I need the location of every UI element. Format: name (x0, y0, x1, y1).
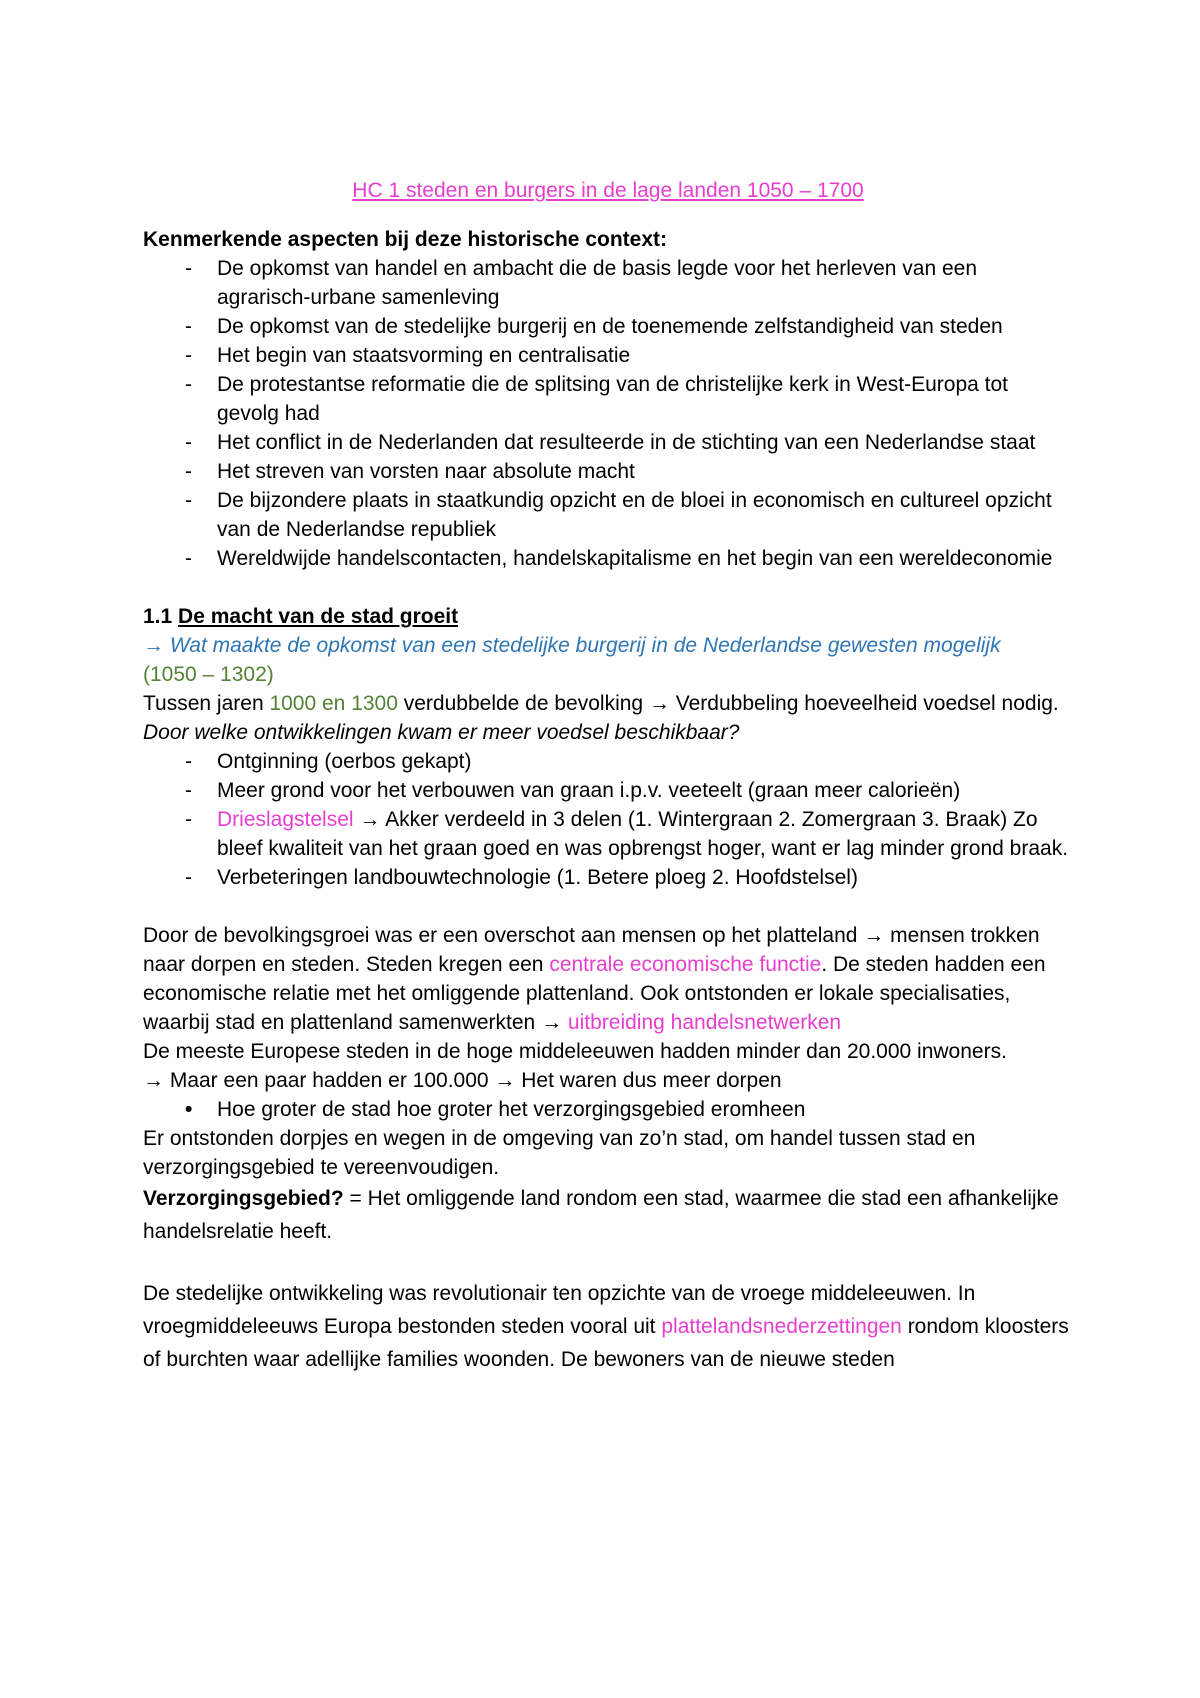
document-title: HC 1 steden en burgers in de lage landen 1050 – 1700 (352, 179, 864, 202)
section-question: → Wat maakte de opkomst van een stedelijke burgerij in de Nederlandse gewesten mogelijk (143, 634, 1001, 657)
paragraph-villages: Er ontstonden dorpjes en wegen in de omgeving van zo’n stad, om handel tussen stad en verzorgingsgebied te vereenvoudigen. (143, 1127, 976, 1179)
paragraph-large-cities: → Maar een paar hadden er 100.000 → Het waren dus meer dorpen (143, 1069, 782, 1092)
section-heading (143, 602, 1073, 631)
list-item: • Hoe groter de stad hoe groter het verzorgingsgebied eromheen (143, 1095, 1073, 1124)
term-central-function: centrale economische functie (549, 953, 822, 976)
bullet-list (143, 1095, 1073, 1124)
list-item: - Het begin van staatsvorming en centralisatie (143, 341, 1073, 370)
term-drieslagstelsel: Drieslagstelsel (217, 808, 354, 831)
list-item: - De protestantse reformatie die de splitsing van de christelijke kerk in West-Europa tot gevolg had (143, 370, 1073, 428)
arrow-icon: → (541, 1011, 563, 1034)
food-question: Door welke ontwikkelingen kwam er meer voedsel beschikbaar? (143, 721, 740, 744)
developments-list (143, 747, 1073, 892)
list-item: - Wereldwijde handelscontacten, handelskapitalisme en het begin van een wereldeconomie (143, 544, 1073, 573)
section-period: (1050 – 1302) (143, 663, 274, 686)
list-item: - Het streven van vorsten naar absolute macht (143, 457, 1073, 486)
list-item: - Het conflict in de Nederlanden dat resulteerde in de stichting van een Nederlandse staat (143, 428, 1073, 457)
list-item: - Drieslagstelsel → Akker verdeeld in 3 delen (1. Wintergraan 2. Zomergraan 3. Braak) Zo bleef kwaliteit van het graan goed en was opbrengst hoger, want er lag minder grond braak. (143, 805, 1073, 863)
highlight-years: 1000 en 1300 (269, 692, 398, 715)
paragraph-growth: Door de bevolkingsgroei was er een overschot aan mensen op het platteland → mensen trokken naar dorpen en steden. Steden kregen een centrale economische functie. De steden hadden een economische relatie met het omliggende plattenland. Ook ontstonden er lokale specialisaties, waarbij stad en plattenland samenwerkten → uitbreiding handelsnetwerken (143, 924, 1046, 1034)
arrow-icon: → (143, 1069, 164, 1092)
document-body (143, 176, 1073, 1376)
list-item: - Verbeteringen landbouwtechnologie (1. Betere ploeg 2. Hoofdstelsel) (143, 863, 1073, 892)
list-item: - De opkomst van handel en ambacht die de basis legde voor het herleven van een agrarisch-urbane samenleving (143, 254, 1073, 312)
paragraph-population: Tussen jaren 1000 en 1300 verdubbelde de bevolking → Verdubbeling hoeveelheid voedsel nodig. Door welke ontwikkelingen kwam er meer voedsel beschikbaar? (143, 692, 1059, 744)
arrow-icon: → (863, 924, 885, 947)
arrow-icon: → (648, 692, 670, 715)
arrow-icon: → (143, 634, 164, 657)
list-item: - Meer grond voor het verbouwen van graan i.p.v. veeteelt (graan meer calorieën) (143, 776, 1073, 805)
list-item: - De bijzondere plaats in staatkundig opzicht en de bloei in economisch en cultureel opzicht van de Nederlandse republiek (143, 486, 1073, 544)
term-trade-networks: uitbreiding handelsnetwerken (567, 1011, 842, 1034)
definition-verzorgingsgebied: Verzorgingsgebied? = Het omliggende land rondom een stad, waarmee die stad een afhankelijke handelsrelatie heeft. (143, 1187, 1059, 1243)
section-title: De macht van de stad groeit (178, 605, 459, 628)
list-item: - Ontginning (oerbos gekapt) (143, 747, 1073, 776)
list-item: - De opkomst van de stedelijke burgerij en de toenemende zelfstandigheid van steden (143, 312, 1073, 341)
paragraph-urban-development: De stedelijke ontwikkeling was revolutionair ten opzichte van de vroege middeleeuwen. In vroegmiddeleeuws Europa bestonden steden vooral uit plattelandsnederzettingen rondom kloosters of burchten waar adellijke families woonden. De bewoners van de nieuwe steden (143, 1282, 1069, 1371)
arrow-icon: → (359, 808, 381, 831)
term-rural-settlements: plattelandsnederzettingen (661, 1315, 902, 1338)
aspects-heading: Kenmerkende aspecten bij deze historische context: (143, 228, 667, 251)
aspects-list (143, 254, 1073, 573)
section-number: 1.1 (143, 605, 173, 628)
definition-term: Verzorgingsgebied? (143, 1187, 344, 1210)
paragraph-inhabitants: De meeste Europese steden in de hoge middeleeuwen hadden minder dan 20.000 inwoners. (143, 1040, 1007, 1063)
arrow-icon: → (494, 1069, 516, 1092)
